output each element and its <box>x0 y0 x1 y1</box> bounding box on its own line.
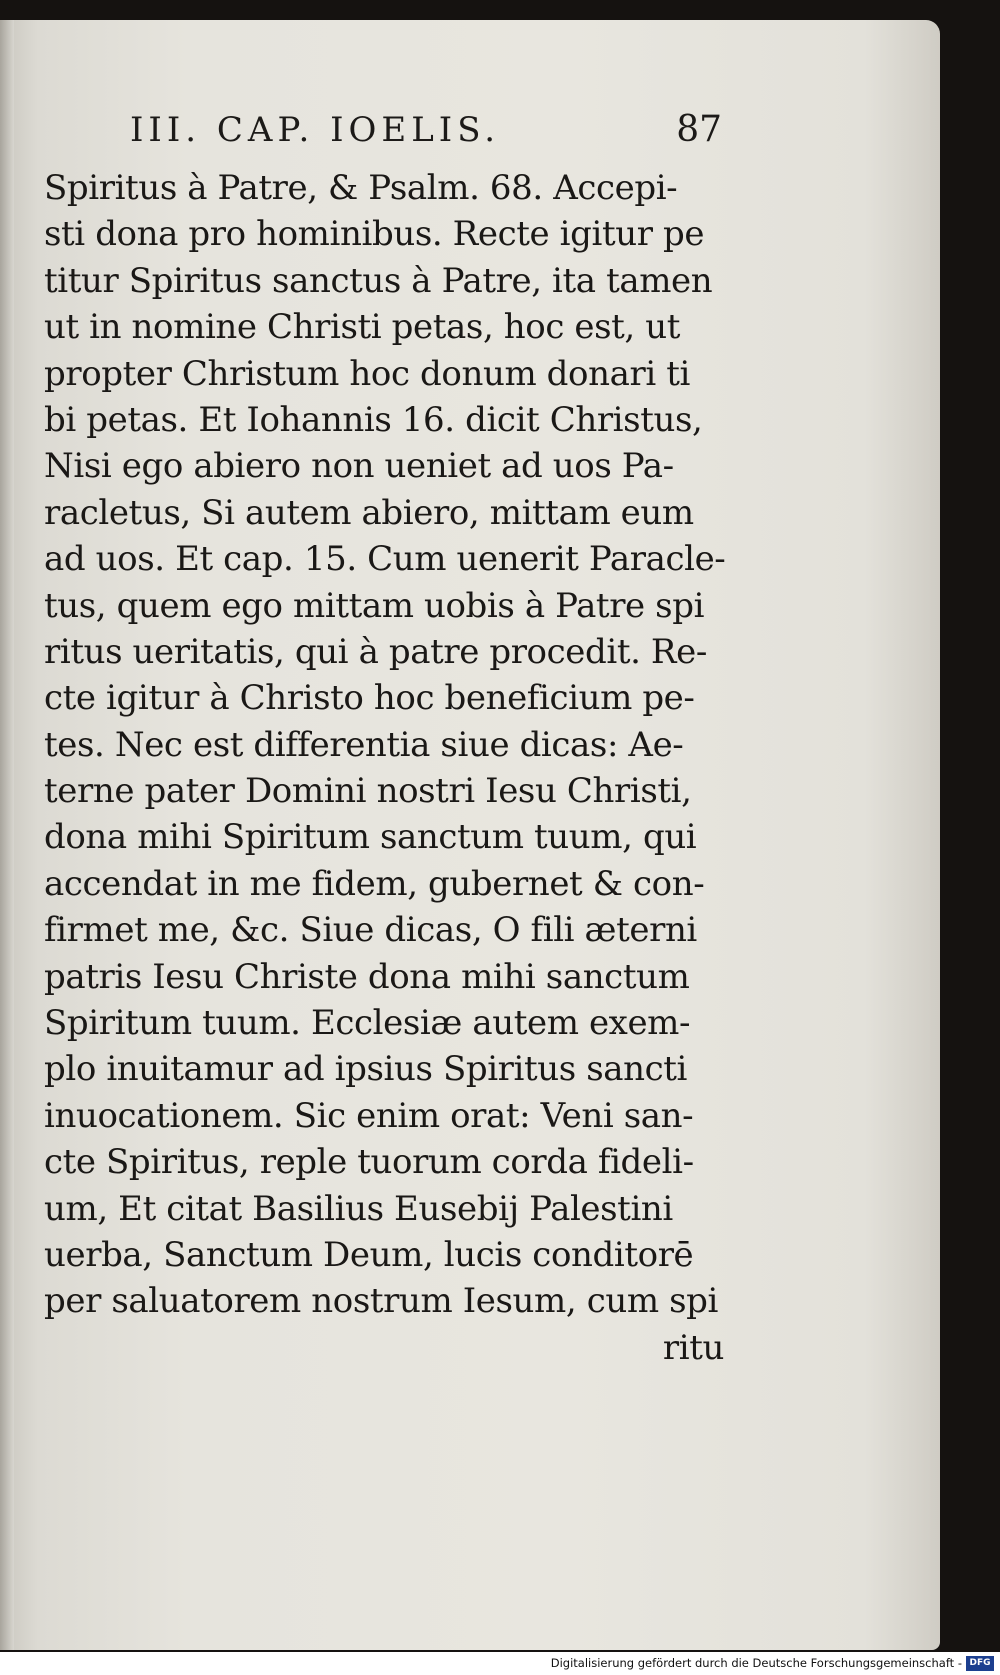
page-header <box>130 108 722 152</box>
text-line: tus, quem ego mittam uobis à Patre spi <box>44 585 705 626</box>
text-line: accendat in me fidem, gubernet & con- <box>44 863 705 904</box>
text-line: um, Et citat Basilius Eusebij Palestini <box>44 1188 673 1229</box>
funding-credit: Digitalisierung gefördert durch die Deutsche Forschungsgemeinschaft - <box>550 1656 962 1670</box>
text-line: Nisi ego abiero non ueniet ad uos Pa- <box>44 446 674 487</box>
text-line: uerba, Sanctum Deum, lucis conditorē <box>44 1234 694 1275</box>
text-line: dona mihi Spiritum sanctum tuum, qui <box>44 817 697 858</box>
text-line: titur Spiritus sanctus à Patre, ita tamen <box>44 260 713 301</box>
text-line: Spiritum tuum. Ecclesiæ autem exem- <box>44 1003 691 1044</box>
running-head: III. CAP. IOELIS. <box>130 110 501 150</box>
text-line: Spiritus à Patre, & Psalm. 68. Accepi- <box>44 168 678 208</box>
text-line: bi petas. Et Iohannis 16. dicit Christus, <box>44 399 703 440</box>
text-line: propter Christum hoc donum donari ti <box>44 353 690 394</box>
text-line: sti dona pro hominibus. Recte igitur pe <box>44 214 705 255</box>
text-line: inuocationem. Sic enim orat: Veni san- <box>44 1095 694 1136</box>
catchword: ritu <box>662 1327 724 1368</box>
text-line: cte igitur à Christo hoc beneficium pe- <box>44 678 695 719</box>
text-line: tes. Nec est differentia siue dicas: Ae- <box>44 724 684 765</box>
body-text <box>44 165 724 1371</box>
text-line: cte Spiritus, reple tuorum corda fideli- <box>44 1142 694 1183</box>
text-line: ad uos. Et cap. 15. Cum uenerit Paracle- <box>44 539 726 580</box>
dfg-logo: DFG <box>966 1656 994 1671</box>
page-gutter-shadow <box>0 20 14 1650</box>
text-line: patris Iesu Christe dona mihi sanctum <box>44 956 690 997</box>
page-number: 87 <box>676 109 722 150</box>
text-line: racletus, Si autem abiero, mittam eum <box>44 492 694 533</box>
text-line: firmet me, &c. Siue dicas, O fili æterni <box>44 910 697 951</box>
footer-bar <box>0 1652 1000 1675</box>
text-line: terne pater Domini nostri Iesu Christi, <box>44 771 692 812</box>
text-line: per saluatorem nostrum Iesum, cum spi <box>44 1281 718 1322</box>
text-line: ritus ueritatis, qui à patre procedit. Re- <box>44 631 707 672</box>
text-line: plo inuitamur ad ipsius Spiritus sancti <box>44 1049 688 1090</box>
text-line: ut in nomine Christi petas, hoc est, ut <box>44 307 680 348</box>
